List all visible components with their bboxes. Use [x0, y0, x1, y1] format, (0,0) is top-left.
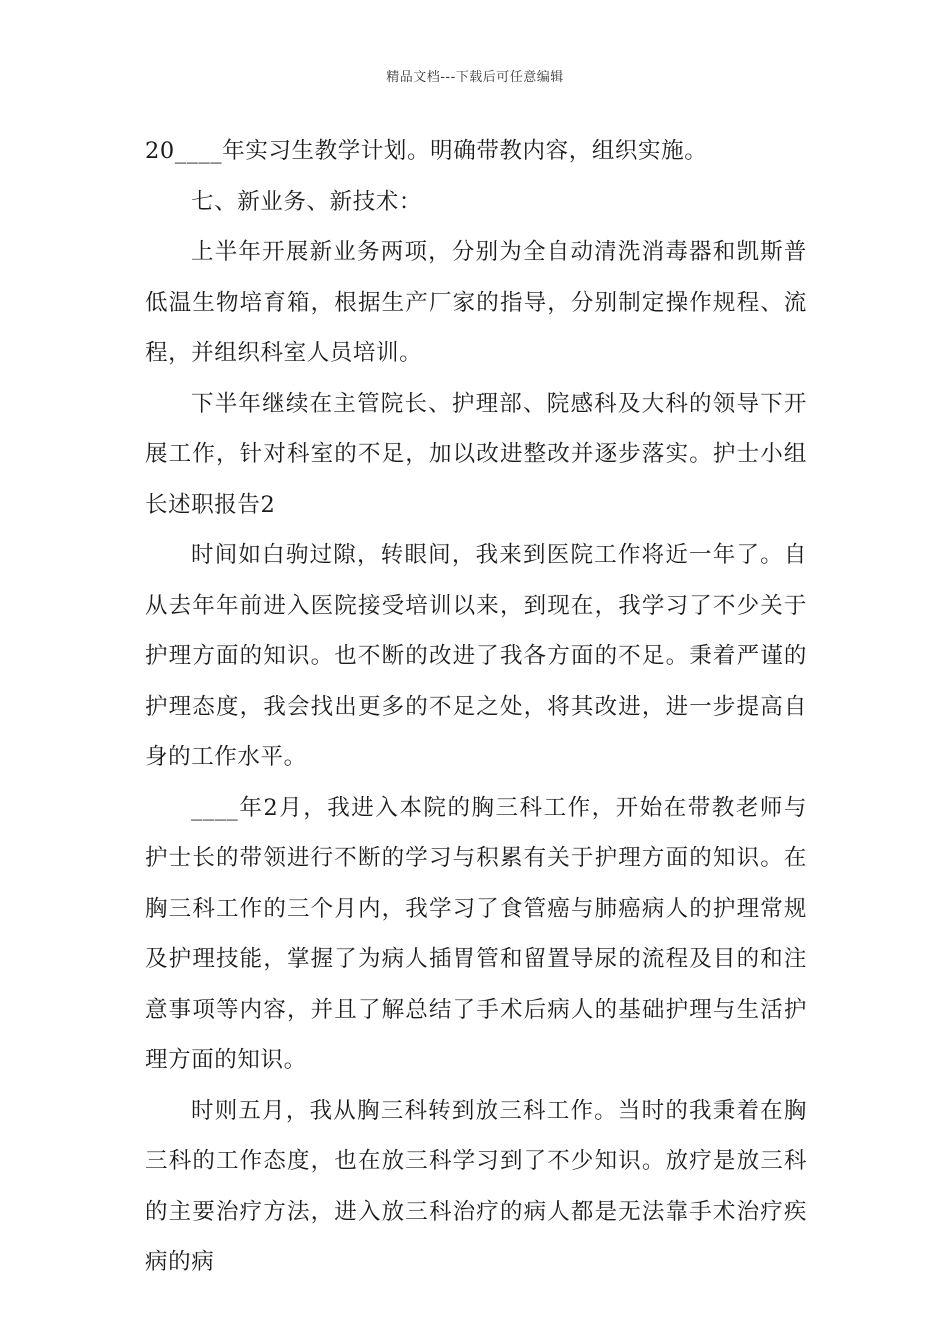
paragraph-6: ____年2月，我进入本院的胸三科工作，开始在带教老师与护士长的带领进行不断的学习与积累有关于护理方面的知识。在胸三科工作的三个月内，我学习了食管癌与肺癌病人的护理常规及护理技能，掌握了为病人插胃管和留置导尿的流程及目的和注意事项等内容，并且了解总结了手术后病人的基础护理与生活护理方面的知识。 [145, 794, 807, 1073]
paragraph-7: 时则五月，我从胸三科转到放三科工作。当时的我秉着在胸三科的工作态度，也在放三科学习到了不少知识。放疗是放三科的主要治疗方法，进入放三科治疗的病人都是无法靠手术治疗疾病的病 [145, 1097, 807, 1275]
paragraph-5: 时间如白驹过隙，转眼间，我来到医院工作将近一年了。自从去年年前进入医院接受培训以来，到现在，我学习了不少关于护理方面的知识。也不断的改进了我各方面的不足。秉着严谨的护理态度，我会找出更多的不足之处，将其改进，进一步提高自身的工作水平。 [145, 542, 807, 770]
page-header: 精品文档---下载后可任意编辑 [386, 70, 564, 85]
paragraph-1: 20____年实习生教学计划。明确带教内容，组织实施。 [145, 138, 708, 164]
paragraph-2: 七、新业务、新技术： [191, 188, 423, 215]
paragraph-3: 上半年开展新业务两项，分别为全自动清洗消毒器和凯斯普低温生物培育箱，根据生产厂家的指导，分别制定操作规程、流程，并组织科室人员培训。 [145, 239, 807, 366]
paragraph-4: 下半年继续在主管院长、护理部、院感科及大科的领导下开展工作，针对科室的不足，加以改进整改并逐步落实。护士小组长述职报告2 [145, 390, 807, 518]
document-body [145, 126, 807, 1288]
